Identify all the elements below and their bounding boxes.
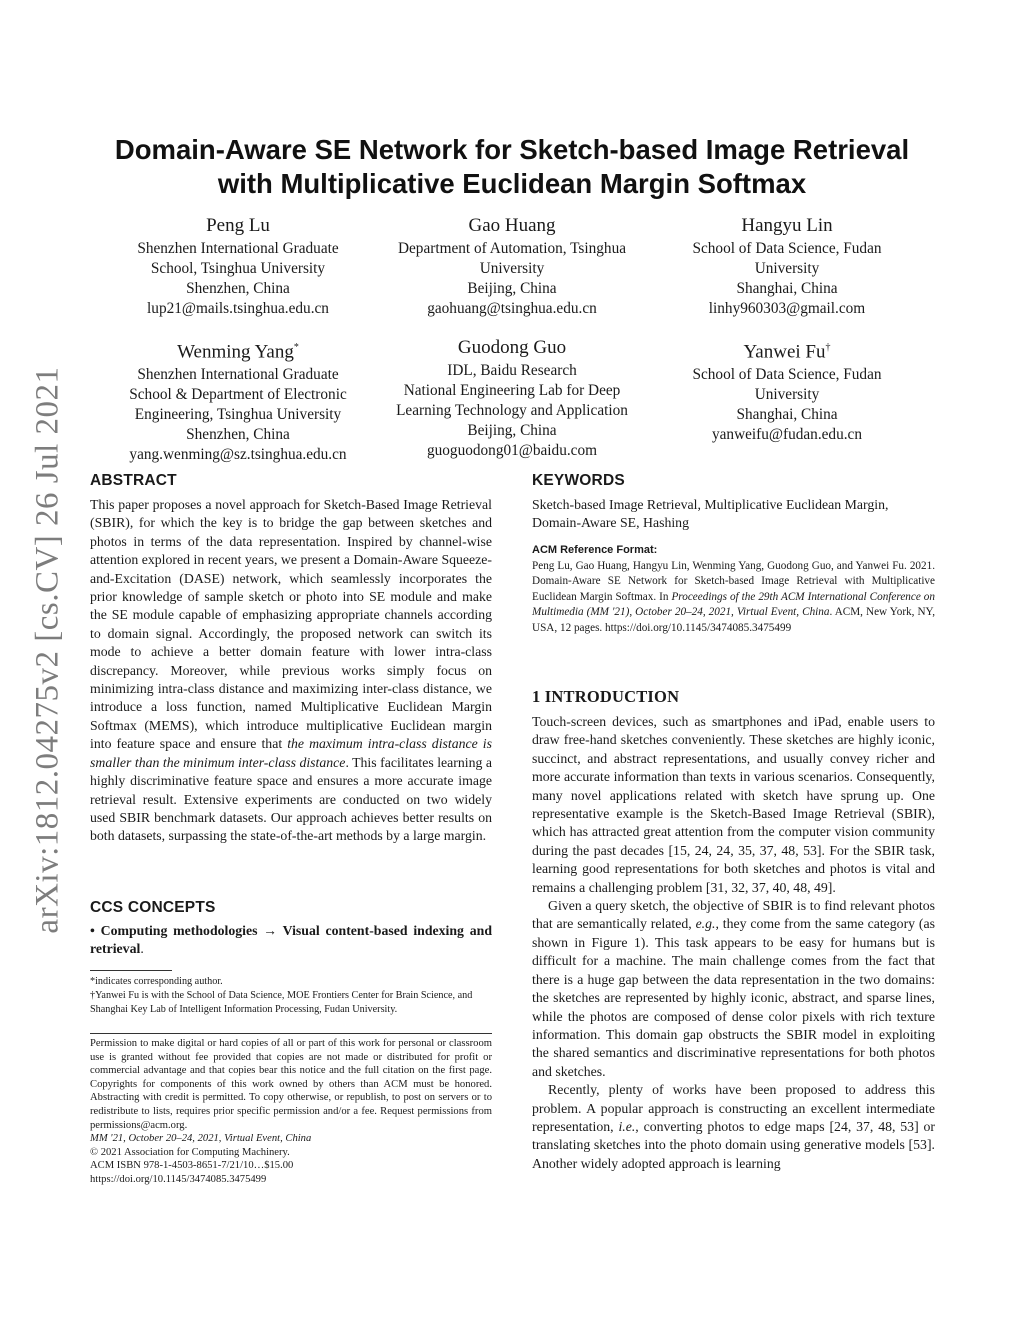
footnotes <box>90 975 492 1017</box>
author-block <box>367 213 657 319</box>
introduction-section <box>532 687 935 1173</box>
ccs-concept: Computing methodologies → Visual content-based indexing and retrieval <box>90 923 492 957</box>
doi-link[interactable]: https://doi.org/10.1145/3474085.3475499 <box>90 1173 267 1185</box>
intro-paragraph-1: Touch-screen devices, such as smartphones and iPad, enable users to draw free-hand sketches conveniently. These sketches are highly iconic, succinct, and abstract representations, and usually convey richer and more accurate information than texts in various scenarios. Consequently, many novel applications related with sketch have sprung up. One representative example is the Sketch-Based Image Retrieval (SBIR), which has attracted great attention from the computer vision community during the past decades [15, 24, 24, 35, 37, 48, 53]. For the SBIR task, learning good representations for both sketches and photos is vital and remains a challenging problem [31, 32, 37, 40, 48, 49]. <box>532 714 935 895</box>
author-affiliation: Shenzhen International Graduate <box>137 240 339 257</box>
title-line-2: with Multiplicative Euclidean Margin Softmax <box>217 168 807 199</box>
paper-title <box>90 133 934 201</box>
author-email[interactable]: lup21@mails.tsinghua.edu.cn <box>147 300 329 317</box>
abstract-part-2: . This facilitates learning a highly discriminative feature space and ensures a more accurate image retrieval result. Extensive experiments are conducted on two widely used SBIR benchmark datasets. Our approach achieves better results on both datasets, surpassing the state-of-the-art methods by a large margin. <box>90 754 492 844</box>
abstract-section <box>90 472 492 846</box>
footnote-dagger: †Yanwei Fu is with the School of Data Science, MOE Frontiers Center for Brain Science, and Shanghai Key Lab of Intelligent Information Processing, Fudan University. <box>90 990 473 1015</box>
intro-p3-part-2: , converting photos to edge maps [24, 37, 48, 53] or translating sketches into the photo domain using generative models [53]. Another widely adopted approach is learning <box>532 1118 936 1171</box>
intro-p3-ie: i.e. <box>618 1118 636 1134</box>
author-email[interactable]: yanweifu@fudan.edu.cn <box>711 426 862 444</box>
author-affiliation: Learning Technology and Application <box>396 402 628 419</box>
author-location: Shenzhen, China <box>186 426 290 444</box>
author-affiliation: School of Data Science, Fudan <box>692 366 882 384</box>
author-affiliation: National Engineering Lab for Deep <box>403 382 621 399</box>
isbn-line: ACM ISBN 978-1-4503-8651-7/21/10…$15.00 <box>90 1160 294 1172</box>
author-name: Yanwei Fu <box>743 341 826 363</box>
title-line-1: Domain-Aware SE Network for Sketch-based Image Retrieval <box>114 134 910 165</box>
author-affiliation: School & Department of Electronic <box>129 386 347 404</box>
author-block <box>642 335 932 445</box>
author-name: Hangyu Lin <box>741 215 833 236</box>
permission-block <box>90 1037 492 1187</box>
intro-p2-eg: e.g. <box>695 916 716 932</box>
author-location: Shanghai, China <box>736 280 838 297</box>
author-block <box>93 335 383 465</box>
author-affiliation: University <box>479 260 545 277</box>
author-location: Shanghai, China <box>736 406 838 424</box>
author-name: Peng Lu <box>206 215 270 236</box>
author-affiliation: Department of Automation, Tsinghua <box>397 240 627 257</box>
author-affiliation: Engineering, Tsinghua University <box>134 406 342 424</box>
author-email[interactable]: linhy960303@gmail.com <box>708 300 866 317</box>
reference-proceedings: Proceedings of the 29th ACM International Conference on Multimedia (MM '21), October 20–24, 2021, Virtual Event, China <box>532 590 935 619</box>
author-affiliation: University <box>754 386 820 404</box>
intro-p2-part-1: Given a query sketch, the objective of SBIR is to find relevant photos that are semantically related, <box>532 898 935 932</box>
intro-p2-part-2: , they come from the same category (as shown in Figure 1). This task appears to be easy for humans but is difficult for a machine. The main challenge comes from the fact that there is a huge gap between the data representation in the two domains: the sketches are represented by highly iconic, abstract, and sparse lines, while the photos are composed of dense color pixels with rich texture information. This domain gap obstructs the SBIR model in exploiting the shared semantics and discriminative representations for both photos and sketches. <box>532 916 935 1079</box>
reference-part-2: . ACM, New York, NY, USA, 12 pages. https://doi.org/10.1145/3474085.3475499 <box>532 606 935 634</box>
introduction-heading: 1 INTRODUCTION <box>532 687 680 706</box>
permission-text: Permission to make digital or hard copies of all or part of this work for personal or classroom use is granted without fee provided that copies are not made or distributed for profit or commercial advantage and that copies bear this notice and the full citation on the first page. Copyrights for components of this work owned by others than ACM must be honored. Abstracting with credit is permitted. To copy otherwise, or republish, to post on servers or to redistribute to lists, requires prior specific permission and/or a fee. Request permissions from permissions@acm.org. <box>90 1038 492 1131</box>
acm-reference-text <box>532 559 935 636</box>
author-affiliation: Shenzhen International Graduate <box>137 366 339 384</box>
reference-part-1: Peng Lu, Gao Huang, Hangyu Lin, Wenming Yang, Guodong Guo, and Yanwei Fu. 2021. Domain-Aware SE Network for Sketch-based Image Retrieval with Multiplicative Euclidean Margin Softmax. In <box>532 560 935 603</box>
footnote-rule <box>90 970 172 971</box>
intro-p3-part-1: Recently, plenty of works have been proposed to address this problem. A popular approach is constructing an excellent intermediate representation, <box>532 1082 935 1134</box>
author-affiliation: School, Tsinghua University <box>150 260 326 277</box>
author-affiliation: IDL, Baidu Research <box>447 362 577 379</box>
intro-paragraph-3 <box>532 1081 935 1173</box>
author-email[interactable]: yang.wenming@sz.tsinghua.edu.cn <box>129 446 347 464</box>
copyright-line: © 2021 Association for Computing Machinery. <box>90 1146 290 1158</box>
author-affiliation: School of Data Science, Fudan <box>692 240 882 257</box>
author-email[interactable]: guoguodong01@baidu.com <box>426 442 597 459</box>
abstract-text <box>90 496 492 846</box>
ccs-text <box>90 922 492 959</box>
abstract-emphasis: the maximum intra-class distance is smaller than the minimum inter-class distance <box>90 736 492 770</box>
corresponding-mark: * <box>293 342 299 353</box>
author-location: Beijing, China <box>467 280 557 297</box>
ccs-bullet: • <box>90 923 95 938</box>
author-location: Shenzhen, China <box>186 280 290 297</box>
author-location: Beijing, China <box>467 422 557 439</box>
acm-reference <box>532 544 935 636</box>
author-name: Gao Huang <box>468 215 556 236</box>
permission-rule <box>90 1033 492 1034</box>
abstract-heading: ABSTRACT <box>90 472 177 489</box>
author-block <box>93 213 383 319</box>
ccs-heading: CCS CONCEPTS <box>90 899 216 916</box>
author-name: Wenming Yang <box>177 341 294 363</box>
acm-reference-heading: ACM Reference Format: <box>532 544 658 556</box>
arxiv-id-text: arXiv:1812.04275v2 [cs.CV] 26 Jul 2021 <box>29 366 66 934</box>
venue-line: MM '21, October 20–24, 2021, Virtual Event, China <box>90 1133 312 1145</box>
author-block <box>642 213 932 319</box>
footnote-corresponding: *indicates corresponding author. <box>90 976 223 987</box>
author-block <box>367 335 657 461</box>
author-name: Guodong Guo <box>457 337 567 358</box>
author-affiliation: University <box>754 260 820 277</box>
author-email[interactable]: gaohuang@tsinghua.edu.cn <box>427 300 597 317</box>
intro-paragraph-2 <box>532 897 935 1081</box>
dagger-mark: † <box>825 342 831 353</box>
abstract-part-1: This paper proposes a novel approach for Sketch-Based Image Retrieval (SBIR), for which the key is to bridge the gap between sketches and photos in terms of the data representation. Inspired by channel-wise attention explored in recent years, we present a Domain-Aware Squeeze-and-Excitation (DASE) network, which seamlessly incorporates the prior knowledge of sample sketch or photo into SE module and make the SE module capable of emphasizing appropriate channels according to domain signal. Accordingly, the proposed network can switch its mode to achieve a better domain feature with lower intra-class discrepancy. Moreover, while previous works simply focus on minimizing intra-class distance and maximizing inter-class distance, we introduce a loss function, named Multiplicative Euclidean Margin Softmax (MEMS), which introduce multiplicative Euclidean margin into feature space and ensure that <box>90 497 492 752</box>
keywords-text: Sketch-based Image Retrieval, Multiplicative Euclidean Margin, Domain-Aware SE, Hashing <box>532 497 889 531</box>
keywords-section <box>532 472 935 533</box>
ccs-section <box>90 899 492 959</box>
ccs-end: . <box>140 941 144 957</box>
keywords-heading: KEYWORDS <box>532 472 625 489</box>
